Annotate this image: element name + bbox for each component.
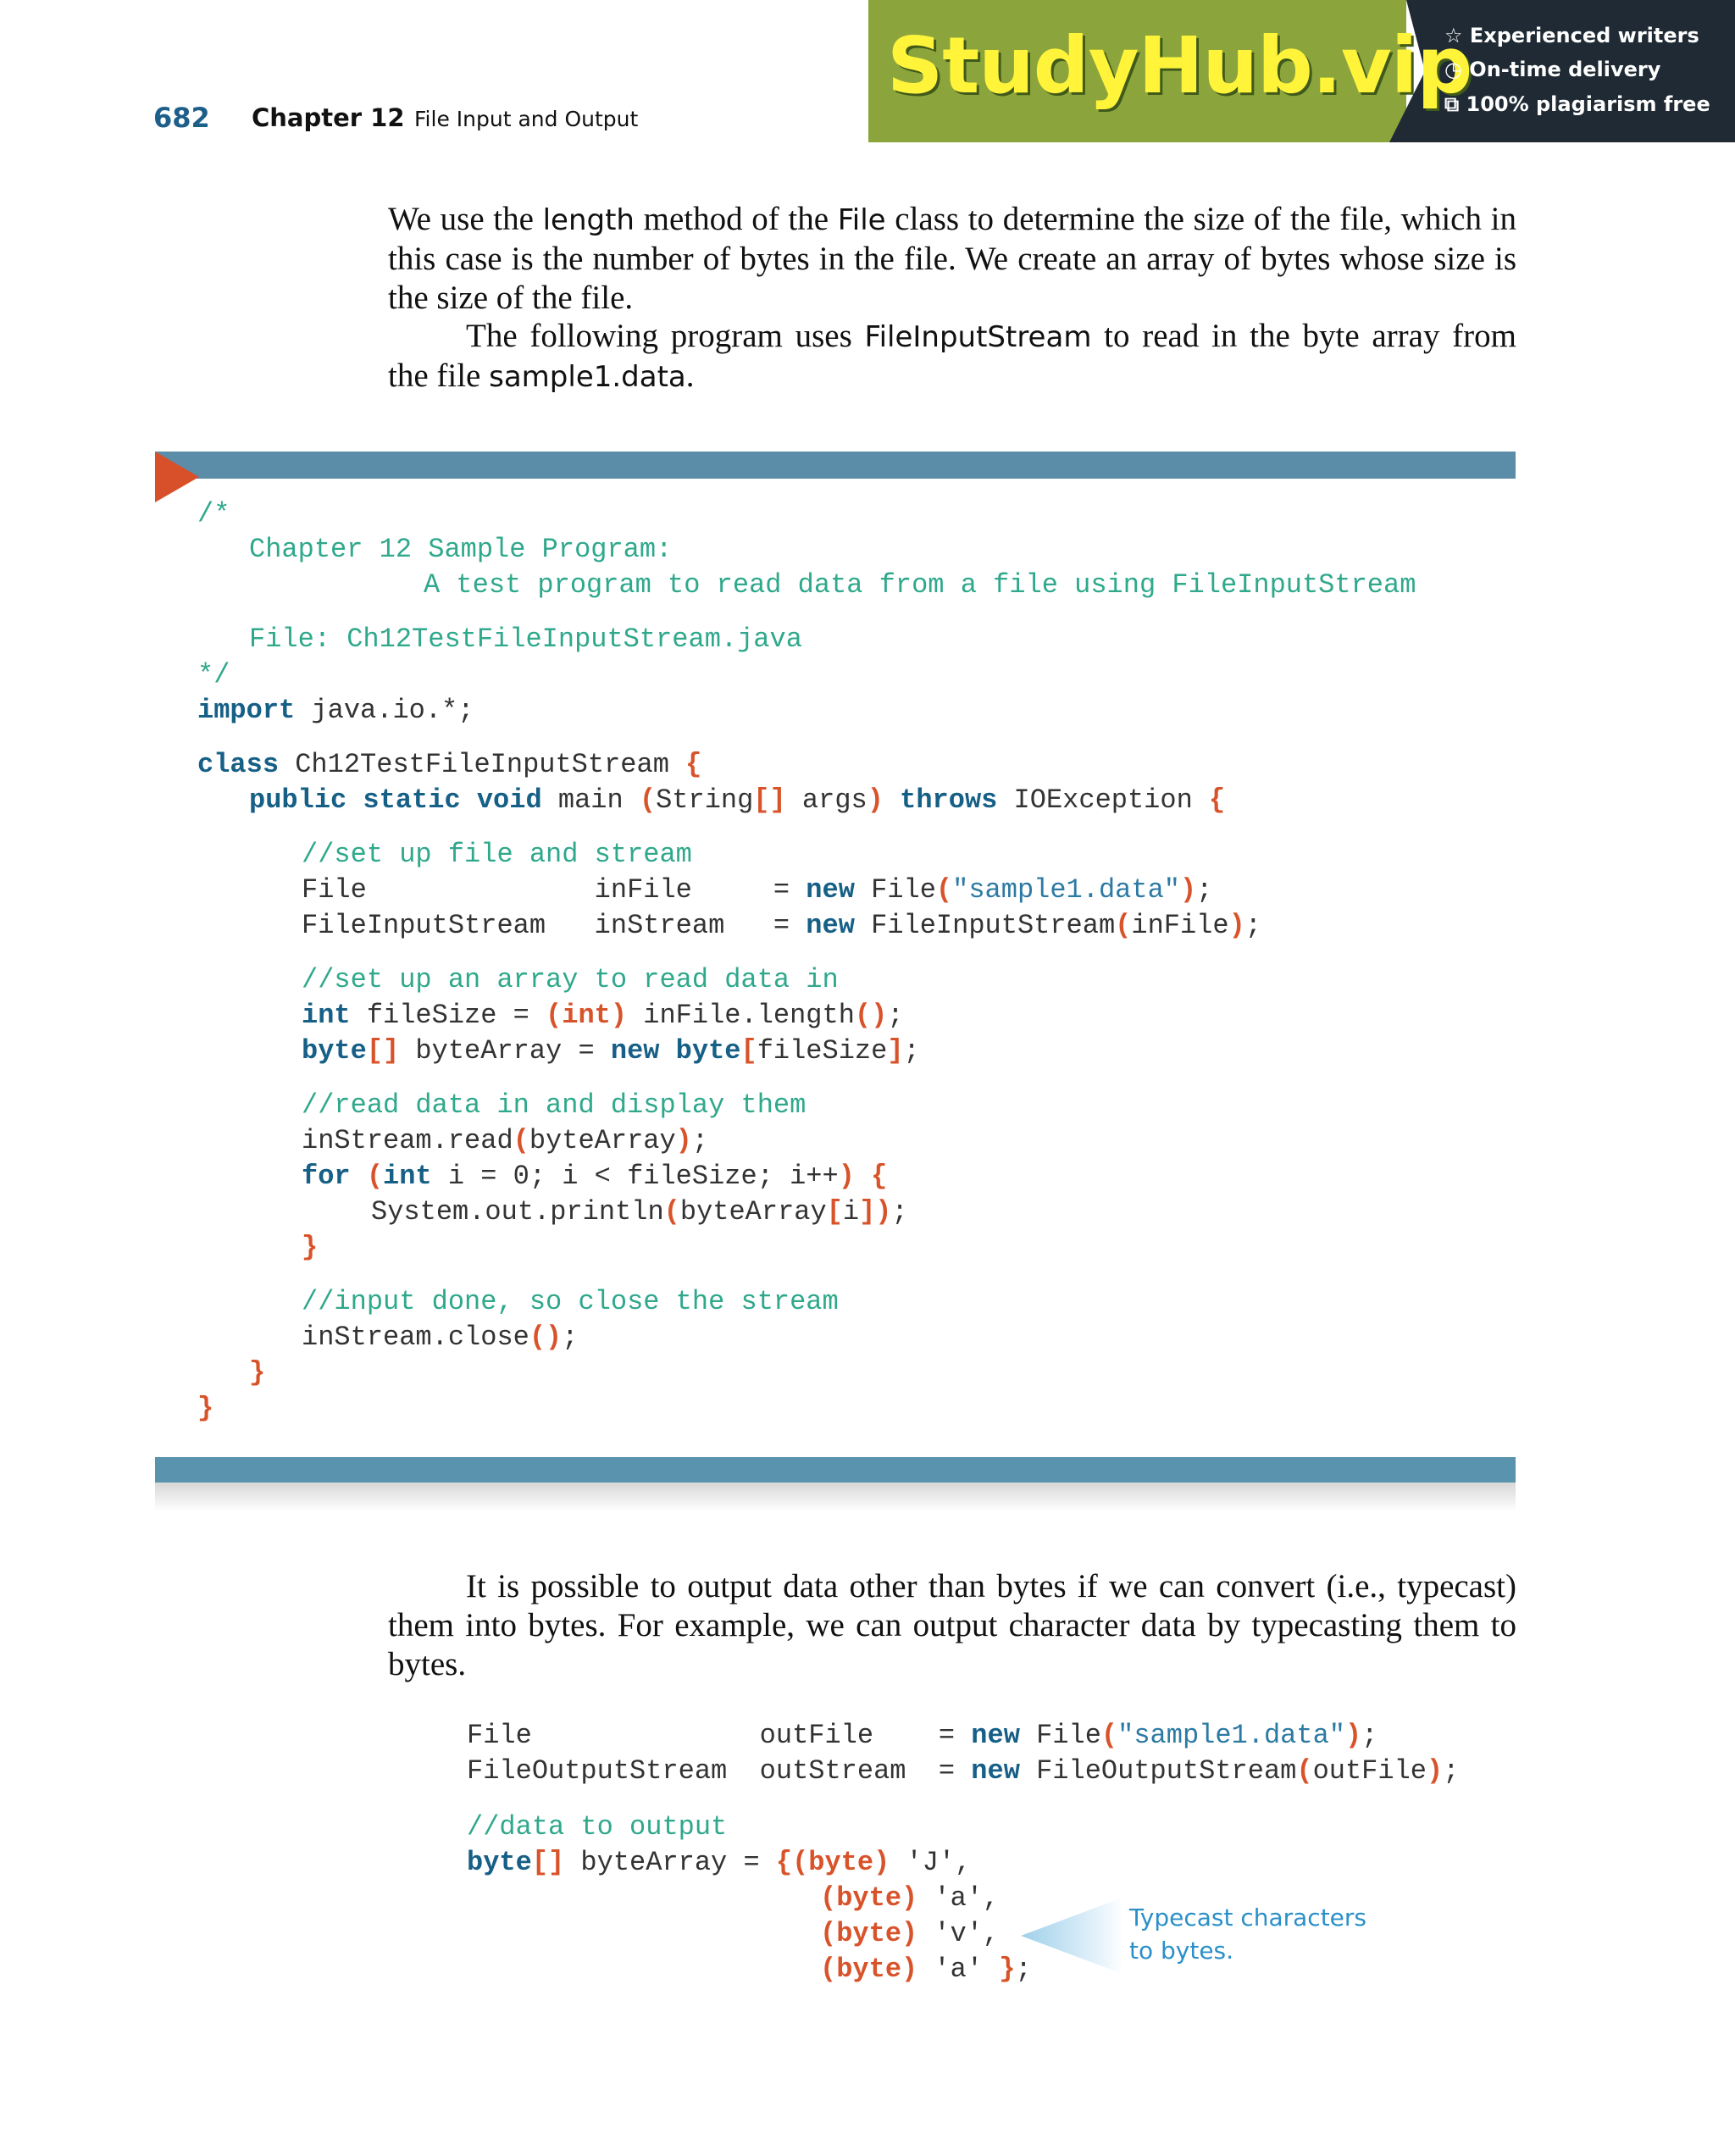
code-import-line: import java.io.*; xyxy=(197,695,474,726)
code-comment-read: //read data in and display them xyxy=(302,1089,807,1121)
callout-line-2: to bytes. xyxy=(1129,1937,1234,1965)
code-comment-title: Chapter 12 Sample Program: xyxy=(249,534,673,565)
snippet-line-char-v: (byte) 'v', xyxy=(820,1918,1000,1949)
code-box-top-bar xyxy=(155,452,1516,479)
snippet-line-outfile: File outFile = new File("sample1.data"); xyxy=(467,1720,1378,1751)
code-comment-desc: A test program to read data from a file using FileInputStream xyxy=(424,569,1416,601)
code-line-instream: FileInputStream inStream = new FileInputStream(inFile); xyxy=(302,910,1261,941)
code-box-shadow xyxy=(155,1483,1516,1511)
code-box-bottom-bar xyxy=(155,1457,1516,1483)
code-line-infile: File inFile = new File("sample1.data"); xyxy=(302,874,1213,906)
code-class-line: class Ch12TestFileInputStream { xyxy=(197,749,702,780)
inline-code-filename: sample1.data xyxy=(489,360,686,394)
snippet-line-bytearray: byte[] byteArray = {(byte) 'J', xyxy=(467,1847,972,1878)
banner-logo[interactable]: StudyHub.vip xyxy=(887,20,1472,111)
snippet-line-char-a2: (byte) 'a' }; xyxy=(820,1954,1032,1985)
code-line-filesize: int fileSize = (int) inFile.length(); xyxy=(302,1000,904,1031)
page-number: 682 xyxy=(153,102,210,134)
code-line-bytearray: byte[] byteArray = new byte[fileSize]; xyxy=(302,1035,920,1067)
code-line-for: for (int i = 0; i < fileSize; i++) { xyxy=(302,1161,888,1192)
code-for-close-brace: } xyxy=(302,1232,319,1263)
inline-code-fileinputstream: FileInputStream xyxy=(864,320,1092,354)
inline-code-length: length xyxy=(542,203,635,237)
code-line-close: inStream.close(); xyxy=(302,1322,579,1353)
callout-pointer-arrow-icon xyxy=(1021,1898,1122,1974)
code-comment-setup-file: //set up file and stream xyxy=(302,839,692,870)
code-main-close-brace: } xyxy=(249,1357,266,1388)
code-comment-close: */ xyxy=(197,659,230,690)
code-class-close-brace: } xyxy=(197,1393,214,1424)
callout-line-1: Typecast characters xyxy=(1129,1904,1366,1932)
program-marker-arrow-icon xyxy=(155,452,199,502)
code-comment-array: //set up an array to read data in xyxy=(302,964,839,995)
feature-plagiarism-free: ⧉ 100% plagiarism free xyxy=(1444,92,1710,116)
snippet-line-char-a: (byte) 'a', xyxy=(820,1882,1000,1914)
inline-code-file: File xyxy=(837,203,886,237)
feature-on-time-delivery: ◷ On-time delivery xyxy=(1444,58,1661,81)
callout-note xyxy=(1129,1901,1366,1967)
code-line-println: System.out.println(byteArray[i]); xyxy=(371,1196,908,1228)
snippet-line-outstream: FileOutputStream outStream = new FileOutputStream(outFile); xyxy=(467,1755,1460,1787)
code-comment-file: File: Ch12TestFileInputStream.java xyxy=(249,624,802,655)
studyhub-banner[interactable] xyxy=(868,0,1735,142)
intro-paragraph-1: We use the length method of the File class to determine the size of the file, which in this case is the number of bytes in the file. We create an array of bytes whose size is the size of the file. xyxy=(388,201,1516,316)
intro-paragraph-2: The following program uses FileInputStream to read in the byte array from the file sample1.data. xyxy=(388,318,1516,394)
snippet-comment-data: //data to output xyxy=(467,1811,728,1843)
code-main-line: public static void main (String[] args) throws IOException { xyxy=(249,784,1226,816)
outro-paragraph: It is possible to output data other than bytes if we can convert (i.e., typecast) them into bytes. For example, we can output character data by typecasting them to bytes. xyxy=(388,1568,1516,1682)
feature-experienced-writers: ☆ Experienced writers xyxy=(1444,24,1699,47)
code-comment-open: /* xyxy=(197,498,230,529)
chapter-title: File Input and Output xyxy=(414,107,639,131)
chapter-label: Chapter 12 xyxy=(252,103,405,132)
code-comment-close-stream: //input done, so close the stream xyxy=(302,1286,839,1317)
code-line-read: inStream.read(byteArray); xyxy=(302,1125,709,1156)
